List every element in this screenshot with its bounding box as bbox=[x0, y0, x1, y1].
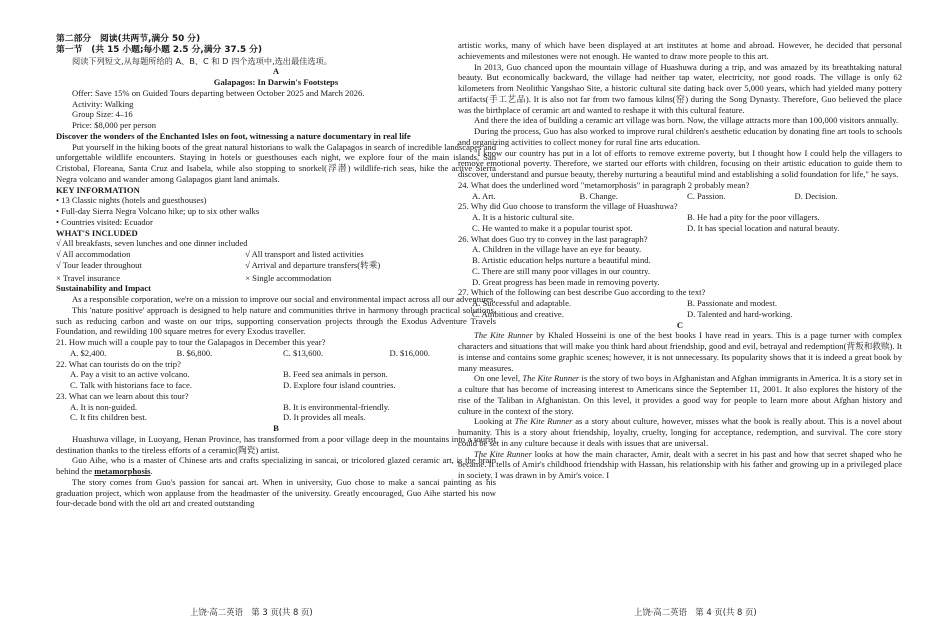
passage-b-letter: B bbox=[273, 423, 279, 433]
option[interactable]: B. He had a pity for the poor villagers. bbox=[687, 212, 820, 222]
question-26: 26. What does Guo try to convey in the last paragraph? bbox=[458, 233, 648, 244]
tour-offer: Offer: Save 15% on Guided Tours departing between October 2025 and March 2026. bbox=[72, 87, 365, 98]
passage-b-paragraph: Guo Aihe, who is a master of Chinese arts and crafts specializing in sancai, or tricolored glazed ceramic art, is the brain behind the metamorphosis. bbox=[56, 455, 496, 476]
key-info-item: • Countries visited: Ecuador bbox=[56, 216, 153, 227]
included-row: √ Tour leader throughout √ Arrival and departure transfers(转乘) bbox=[56, 259, 381, 270]
option[interactable]: B. Feed sea animals in person. bbox=[283, 369, 388, 380]
question-22: 22. What can tourists do on the trip? bbox=[56, 358, 181, 369]
option[interactable]: D. $16,000. bbox=[389, 347, 431, 358]
question-23-options bbox=[56, 402, 496, 413]
question-22-options bbox=[56, 380, 496, 391]
question-23: 23. What can we learn about this tour? bbox=[56, 390, 189, 401]
question-25-options bbox=[458, 223, 902, 234]
passage-b-paragraph: In 2013, Guo chanced upon the mountain village of Huashuwa during a trip, and was amazed by its breathtaking natural beauty. But economically backward, the village had neither tap water, electricity, nor good roads. The village is only 62 kilometers from Neolithic Yangshao Site, a historic cultural site dating back over 5,000 years, which had yielded many pottery artifacts(手工艺品). It is also not far from two famous kilns(窑) during the Song Dynasty. Therefore, Guo believed the place was the birthplace of ceramic art and wanted to reshape it with this cultural feature. bbox=[458, 61, 902, 115]
page-footer-left: 上饶·高二英语 第 3 页(共 8 页) bbox=[190, 607, 313, 617]
question-24-options bbox=[458, 191, 902, 202]
question-25: 25. Why did Guo choose to transform the village of Huashuwa? bbox=[458, 201, 678, 212]
question-27-options bbox=[458, 309, 902, 320]
option[interactable]: C. It fits children best. bbox=[70, 412, 147, 423]
passage-b-paragraph: "I know our country has put in a lot of efforts to remove extreme poverty, but I thought how I could help the villagers to remove emotional poverty. Therefore, we started our efforts with children, focusing on their artistic education to guide them to discover, understand and pursue beauty, thereby nurturing a beautiful mind and establishing a solid foundation for life," he says. bbox=[458, 147, 902, 179]
option[interactable]: D. It has special location and natural beauty. bbox=[687, 222, 840, 233]
option[interactable]: B. Change. bbox=[579, 190, 618, 201]
passage-a-letter: A bbox=[272, 66, 280, 77]
option[interactable]: B. $6,800. bbox=[176, 347, 213, 358]
option[interactable]: A. Art. bbox=[472, 190, 496, 201]
included-heading: WHAT'S INCLUDED bbox=[56, 227, 138, 238]
question-21-options bbox=[56, 348, 496, 359]
passage-c-paragraph: The Kite Runner looks at how the main character, Amir, dealt with a secret in his past and how that secret shaped who he became. It tells of Amir's childhood friendship with Hassan, his relationship with his father and growing up in a privileged place in society. I was drawn in by Amir's voice. I bbox=[458, 448, 902, 480]
question-21: 21. How much will a couple pay to tour the Galapagos in December this year? bbox=[56, 337, 326, 347]
option[interactable]: C. $13,600. bbox=[283, 347, 324, 358]
option[interactable]: B. It is environmental-friendly. bbox=[283, 401, 390, 412]
sustainability-heading: Sustainability and Impact bbox=[56, 283, 152, 294]
option[interactable]: D. Talented and hard-working. bbox=[687, 308, 793, 319]
option[interactable]: C. Passion. bbox=[687, 190, 726, 201]
option[interactable]: A. It is non-guided. bbox=[70, 401, 138, 412]
option[interactable]: A. Pay a visit to an active volcano. bbox=[70, 369, 190, 380]
passage-b-paragraph: And there the idea of building a ceramic art village was born. Now, the village attracts more than 100,000 visitors annually. bbox=[474, 115, 899, 126]
key-info-item: • 13 Classic nights (hotels and guesthouses) bbox=[56, 195, 207, 206]
passage-b-paragraph: artistic works, many of which have been displayed at art institutes at home and abroad. However, he decided that personal achievements and milestones were not enough. He wanted to draw more people to this art. bbox=[458, 40, 902, 61]
key-info-item: • Full-day Sierra Negra Volcano hike; up to six other walks bbox=[56, 206, 260, 216]
option[interactable]: D. Decision. bbox=[794, 190, 838, 201]
option[interactable]: A. $2,400. bbox=[70, 347, 107, 358]
option[interactable]: C. He wanted to make it a popular tourist spot. bbox=[472, 222, 633, 233]
sustainability-paragraph: As a responsible corporation, we're on a mission to improve our social and environmental impact across all our adventures. bbox=[72, 294, 496, 304]
option[interactable]: C. Talk with historians face to face. bbox=[70, 380, 192, 390]
right-column bbox=[458, 40, 902, 481]
option[interactable]: A. Successful and adaptable. bbox=[472, 298, 572, 308]
option[interactable]: C. Ambitious and creative. bbox=[472, 308, 564, 319]
passage-c-paragraph: Looking at The Kite Runner as a story about culture, however, misses what the book is really about. This is a novel about humanity. This is a story about friendship, loyalty, cruelty, longing for acceptance, redemption, and survival. The core story could be set in any culture because it deals with issues that are universal. bbox=[458, 416, 902, 448]
excluded-row: × Travel insurance × Single accommodation bbox=[56, 272, 332, 283]
passage-b-paragraph: Huashuwa village, in Luoyang, Henan Province, has transformed from a poor village deep in the mountains into a tourist destination thanks to the tireless efforts of a ceramic(陶瓷) artist. bbox=[56, 433, 496, 455]
option[interactable]: A. It is a historic cultural site. bbox=[472, 212, 575, 222]
question-24: 24. What does the underlined word "metamorphosis" in paragraph 2 probably mean? bbox=[458, 179, 750, 190]
book-title: The Kite Runner bbox=[522, 373, 580, 384]
tour-activity: Activity: Walking bbox=[72, 98, 134, 109]
option[interactable]: D. Great progress has been made in removing poverty. bbox=[472, 276, 660, 287]
included-row: √ All accommodation √ All transport and listed activities bbox=[56, 249, 364, 259]
passage-b-paragraph: The story comes from Guo's passion for sancai art. When in university, Guo chose to make a sancai painting as his graduation project, which won applause from the headmaster of the university. Greatly encouraged, Guo Aihe started his now four-decade bond with the old art and created outstanding bbox=[56, 476, 496, 509]
passage-c-paragraph: On one level, The Kite Runner is the story of two boys in Afghanistan and Afghan immigrants in America. It is a story set in a culture that has become of increasing interest to Americans since the September 11, 2001. It also explores the history of the rise of the Taliban in Afghanistan. On this level, it provides a good way for people to learn more about Afghan history and culture in the context of the story. bbox=[458, 373, 902, 416]
option[interactable]: C. There are still many poor villages in our country. bbox=[472, 265, 651, 276]
book-title: The Kite Runner bbox=[514, 416, 573, 427]
sustainability-paragraph: This 'nature positive' approach is designed to help nature and communities thrive in harmony through practical solutions, such as reducing carbon and waste on our trips, supporting conservation projects through the Exodus Adventure Travels Foundation, and rewilding 100 square metres for every Exodus traveller. bbox=[56, 304, 496, 337]
tour-group-size: Group Size: 4–16 bbox=[72, 109, 133, 120]
passage-a-intro: Put yourself in the hiking boots of the great natural historians to walk the Galapagos in search of incredible landscapes and unforgettable wildlife encounters. Staying in hotels or guesthouses each night, we explore four of the main islands, San Cristobal, Floreana, Santa Cruz and Isabela, while also stopping to snorkel(浮潜) wildlife-rich seas, hike the active Sierra Negra volcano and wander among Galapagos giant land animals. bbox=[56, 141, 496, 184]
question-23-options bbox=[56, 412, 496, 423]
question-27: 27. Which of the following can best describe Guo according to the text? bbox=[458, 287, 706, 298]
passage-a-subheading: Discover the wonders of the Enchanted Isles on foot, witnessing a nature documentary in real life bbox=[56, 130, 411, 141]
tour-price: Price: $8,000 per person bbox=[72, 120, 157, 130]
option[interactable]: D. Explore four island countries. bbox=[283, 380, 396, 390]
passage-c-paragraph: The Kite Runner by Khaled Hosseini is one of the best books I have read in years. This is a page turner with complex characters and situations that will make you think hard about friendship, good and evil, betrayal and redemption(背叛和救赎). It is intense and contains some graphic scenes; however, it is not unnecessary. Its popularity shows that it is indeed a great book by many measures. bbox=[458, 330, 902, 373]
page-footer-right: 上饶·高二英语 第 4 页(共 8 页) bbox=[634, 607, 757, 617]
instruction: 阅读下列短文,从每题所给的 A、B、C 和 D 四个选项中,选出最佳选项。 bbox=[72, 55, 332, 66]
section-heading: 第一节 (共 15 小题;每小题 2.5 分,满分 37.5 分) bbox=[56, 44, 262, 55]
option[interactable]: A. Children in the village have an eye for beauty. bbox=[472, 244, 642, 255]
underlined-word: metamorphosis bbox=[94, 466, 151, 476]
book-title: The Kite Runner bbox=[474, 448, 532, 459]
passage-a-title: Galapagos: In Darwin's Footsteps bbox=[213, 77, 339, 87]
book-title: The Kite Runner bbox=[474, 330, 534, 341]
question-27-options bbox=[458, 298, 902, 309]
passage-c-letter: C bbox=[676, 319, 684, 330]
option[interactable]: B. Passionate and modest. bbox=[687, 298, 777, 308]
option[interactable]: D. It provides all meals. bbox=[283, 412, 366, 423]
key-info-heading: KEY INFORMATION bbox=[56, 184, 140, 195]
option[interactable]: B. Artistic education helps nurture a beautiful mind. bbox=[472, 255, 651, 265]
part-heading: 第二部分 阅读(共两节,满分 50 分) bbox=[56, 34, 201, 44]
included-item: √ All breakfasts, seven lunches and one dinner included bbox=[56, 238, 248, 249]
question-25-options bbox=[458, 212, 902, 223]
left-column bbox=[56, 34, 496, 509]
passage-b-paragraph: During the process, Guo has also worked to improve rural children's aesthetic education by donating fine art tools to schools and organizing activities to collect money for rural fine arts education. bbox=[458, 126, 902, 147]
question-22-options bbox=[56, 369, 496, 380]
